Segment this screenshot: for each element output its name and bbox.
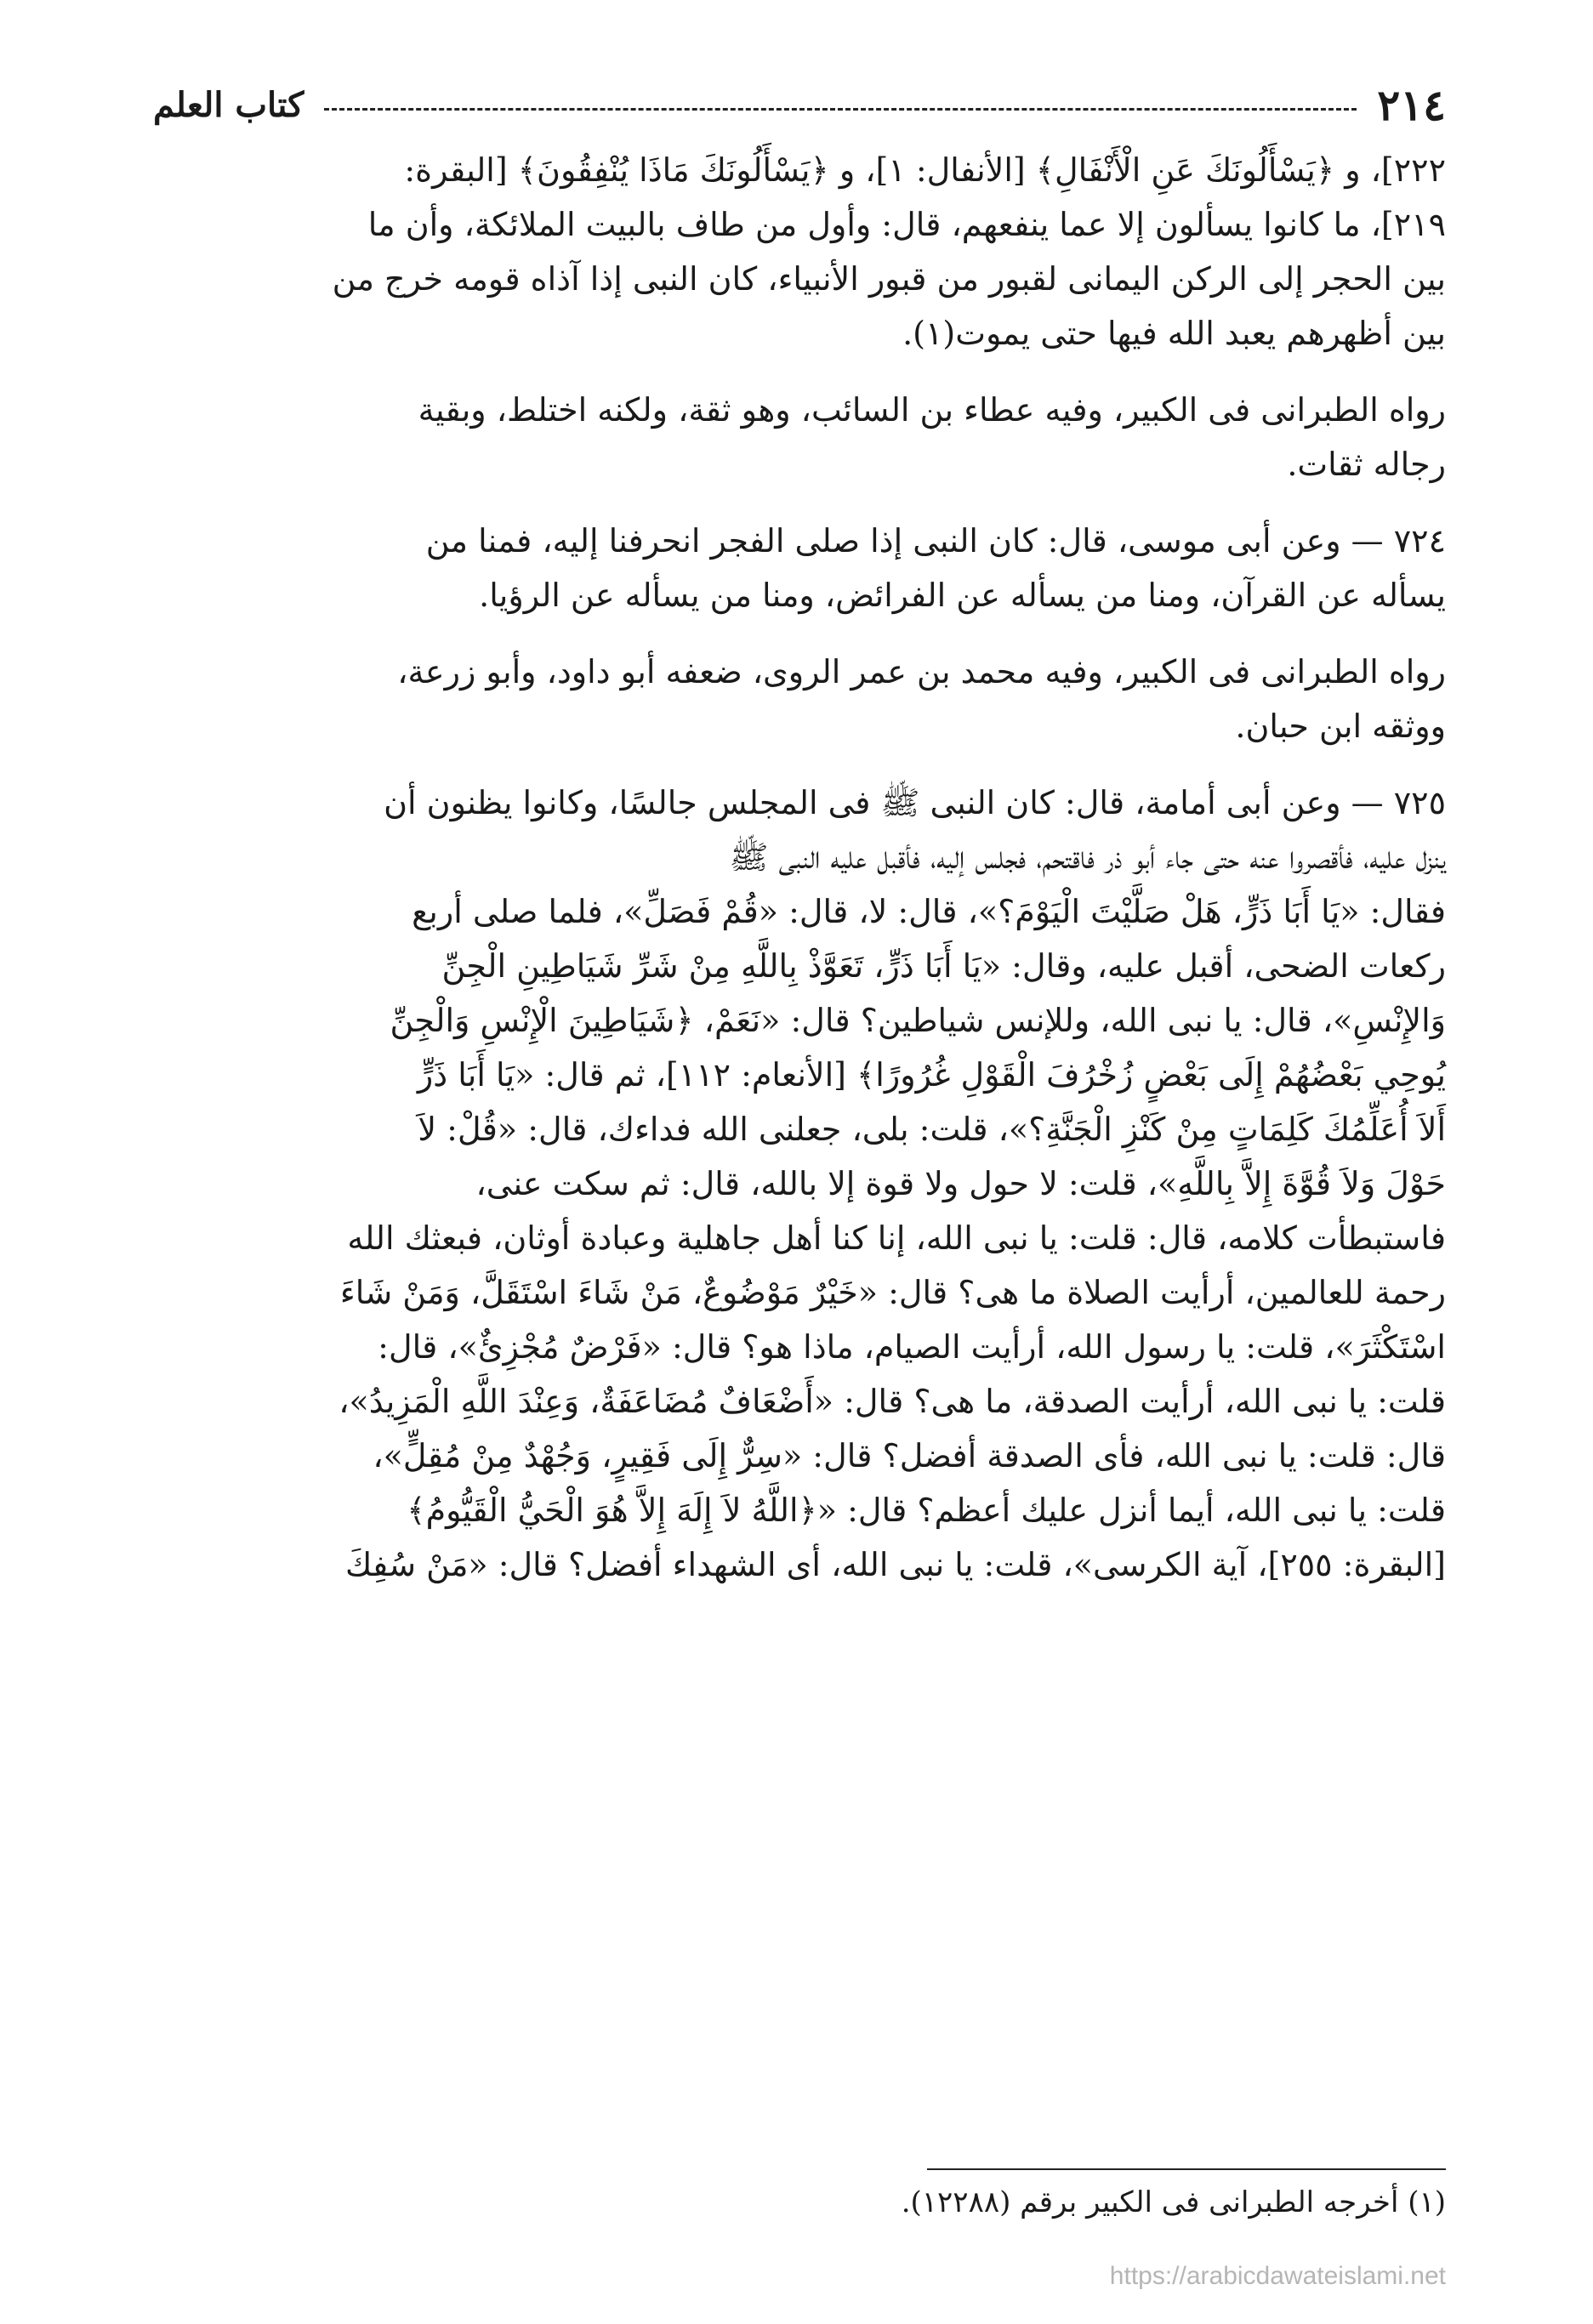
text-line: اسْتَكْثَرَ»، قلت: يا رسول الله، أرأيت الصيام، ماذا هو؟ قال: «فَرْضٌ مُجْزِئٌ»، قال: [378, 1328, 1446, 1366]
hadith-725 [153, 776, 1446, 1592]
text-line: فاستبطأت كلامه، قال: قلت: يا نبى الله، إنا كنا أهل جاهلية وعبادة أوثان، فبعثك الله [347, 1219, 1446, 1257]
header-rule [324, 108, 1357, 111]
text-line: ووثقه ابن حبان. [1235, 707, 1446, 745]
text-line: رحمة للعالمين، أرأيت الصلاة ما هى؟ قال: «خَيْرٌ مَوْضُوعٌ، مَنْ شَاءَ اسْتَقَلَّ، وَمَنْ شَاءَ [339, 1274, 1446, 1311]
text-line: يُوحِي بَعْضُهُمْ إِلَى بَعْضٍ زُخْرُفَ الْقَوْلِ غُرُورًا﴾ [الأنعام: ١١٢]، ثم قال: «يَا أَبَا ذَرٍّ [417, 1056, 1446, 1094]
text-line: ٢٢٢]، و ﴿يَسْأَلُونَكَ عَنِ الْأَنْفَالِ﴾ [الأنفال: ١]، و ﴿يَسْأَلُونَكَ مَاذَا يُنْفِقُونَ﴾ [البقرة: [404, 151, 1446, 189]
hadith-724 [153, 514, 1446, 622]
text-line: رجاله ثقات. [1287, 446, 1446, 483]
text-line: حَوْلَ وَلاَ قُوَّةَ إِلاَّ بِاللَّهِ»، قلت: لا حول ولا قوة إلا بالله، قال: ثم سكت عنى، [475, 1165, 1446, 1202]
text-line: [البقرة: ٢٥٥]، آية الكرسى»، قلت: يا نبى الله، أى الشهداء أفضل؟ قال: «مَنْ سُفِكَ [344, 1546, 1446, 1583]
source-paragraph [153, 645, 1446, 753]
text-line: رواه الطبرانى فى الكبير، وفيه محمد بن عمر الروى، ضعفه أبو داود، وأبو زرعة، [397, 653, 1446, 690]
text-line: بين الحجر إلى الركن اليمانى لقبور من قبور الأنبياء، كان النبى إذا آذاه قومه خرج من [332, 260, 1446, 298]
page-header [153, 75, 1446, 134]
text-line: ٢١٩]، ما كانوا يسألون إلا عما ينفعهم، قال: وأول من طاف بالبيت الملائكة، وأن ما [367, 206, 1446, 243]
text-line: ينزل عليه، فأقصروا عنه حتى جاء أبو ذر فاقتحم، فجلس إليه، فأقبل عليه النبى ﷺ [729, 838, 1446, 876]
watermark-url: https://arabicdawateislami.net [1109, 2262, 1446, 2290]
text-line: أَلاَ أُعَلِّمُكَ كَلِمَاتٍ مِنْ كَنْزِ الْجَنَّةِ؟»، قلت: بلى، جعلنى الله فداءك، قال: «قُلْ: لاَ [418, 1111, 1446, 1148]
footnote: (١) أخرجه الطبرانى فى الكبير برقم (١٢٢٨٨). [901, 2185, 1446, 2219]
text-line: ٧٢٤ — وعن أبى موسى، قال: كان النبى إذا صلى الفجر انحرفنا إليه، فمنا من [425, 522, 1446, 560]
text-line: قلت: يا نبى الله، أرأيت الصدقة، ما هى؟ قال: «أَضْعَافٌ مُضَاعَفَةٌ، وَعِنْدَ اللَّهِ الْمَزِيدُ»، [339, 1383, 1446, 1420]
text-line: ٧٢٥ — وعن أبى أمامة، قال: كان النبى ﷺ فى المجلس جالسًا، وكانوا يظنون أن [384, 784, 1446, 821]
page-number: ٢١٤ [1377, 79, 1446, 130]
text-line: قلت: يا نبى الله، أيما أنزل عليك أعظم؟ قال: «﴿اللَّهُ لاَ إِلَهَ إِلاَّ هُوَ الْحَيُّ الْقَيُّومُ﴾ [407, 1492, 1446, 1529]
text-line: يسأله عن القرآن، ومنا من يسأله عن الفرائض، ومنا من يسأله عن الرؤيا. [479, 577, 1446, 614]
footnote-divider [927, 2168, 1446, 2170]
paragraph [153, 143, 1446, 361]
page-body [153, 143, 1446, 1614]
text-line: قال: قلت: يا نبى الله، فأى الصدقة أفضل؟ قال: «سِرٌّ إِلَى فَقِيرٍ، وَجُهْدٌ مِنْ مُقِلٍّ»، [373, 1437, 1446, 1475]
text-line: وَالإِنْسِ»، قال: يا نبى الله، وللإنس شياطين؟ قال: «نَعَمْ، ﴿شَيَاطِينَ الْإِنْسِ وَالْجِنِّ [390, 1002, 1446, 1039]
text-line: ركعات الضحى، أقبل عليه، وقال: «يَا أَبَا ذَرٍّ، تَعَوَّذْ بِاللَّهِ مِنْ شَرِّ شَيَاطِينِ الْجِنِّ [441, 947, 1446, 985]
source-paragraph [153, 383, 1446, 492]
text-line: رواه الطبرانى فى الكبير، وفيه عطاء بن السائب، وهو ثقة، ولكنه اختلط، وبقية [418, 391, 1446, 429]
text-line: فقال: «يَا أَبَا ذَرٍّ، هَلْ صَلَّيْتَ الْيَوْمَ؟»، قال: لا، قال: «قُمْ فَصَلِّ»، فلما صلى أربع [412, 893, 1446, 930]
text-line: بين أظهرهم يعبد الله فيها حتى يموت(١). [902, 315, 1446, 352]
book-title: كتاب العلم [153, 84, 304, 125]
